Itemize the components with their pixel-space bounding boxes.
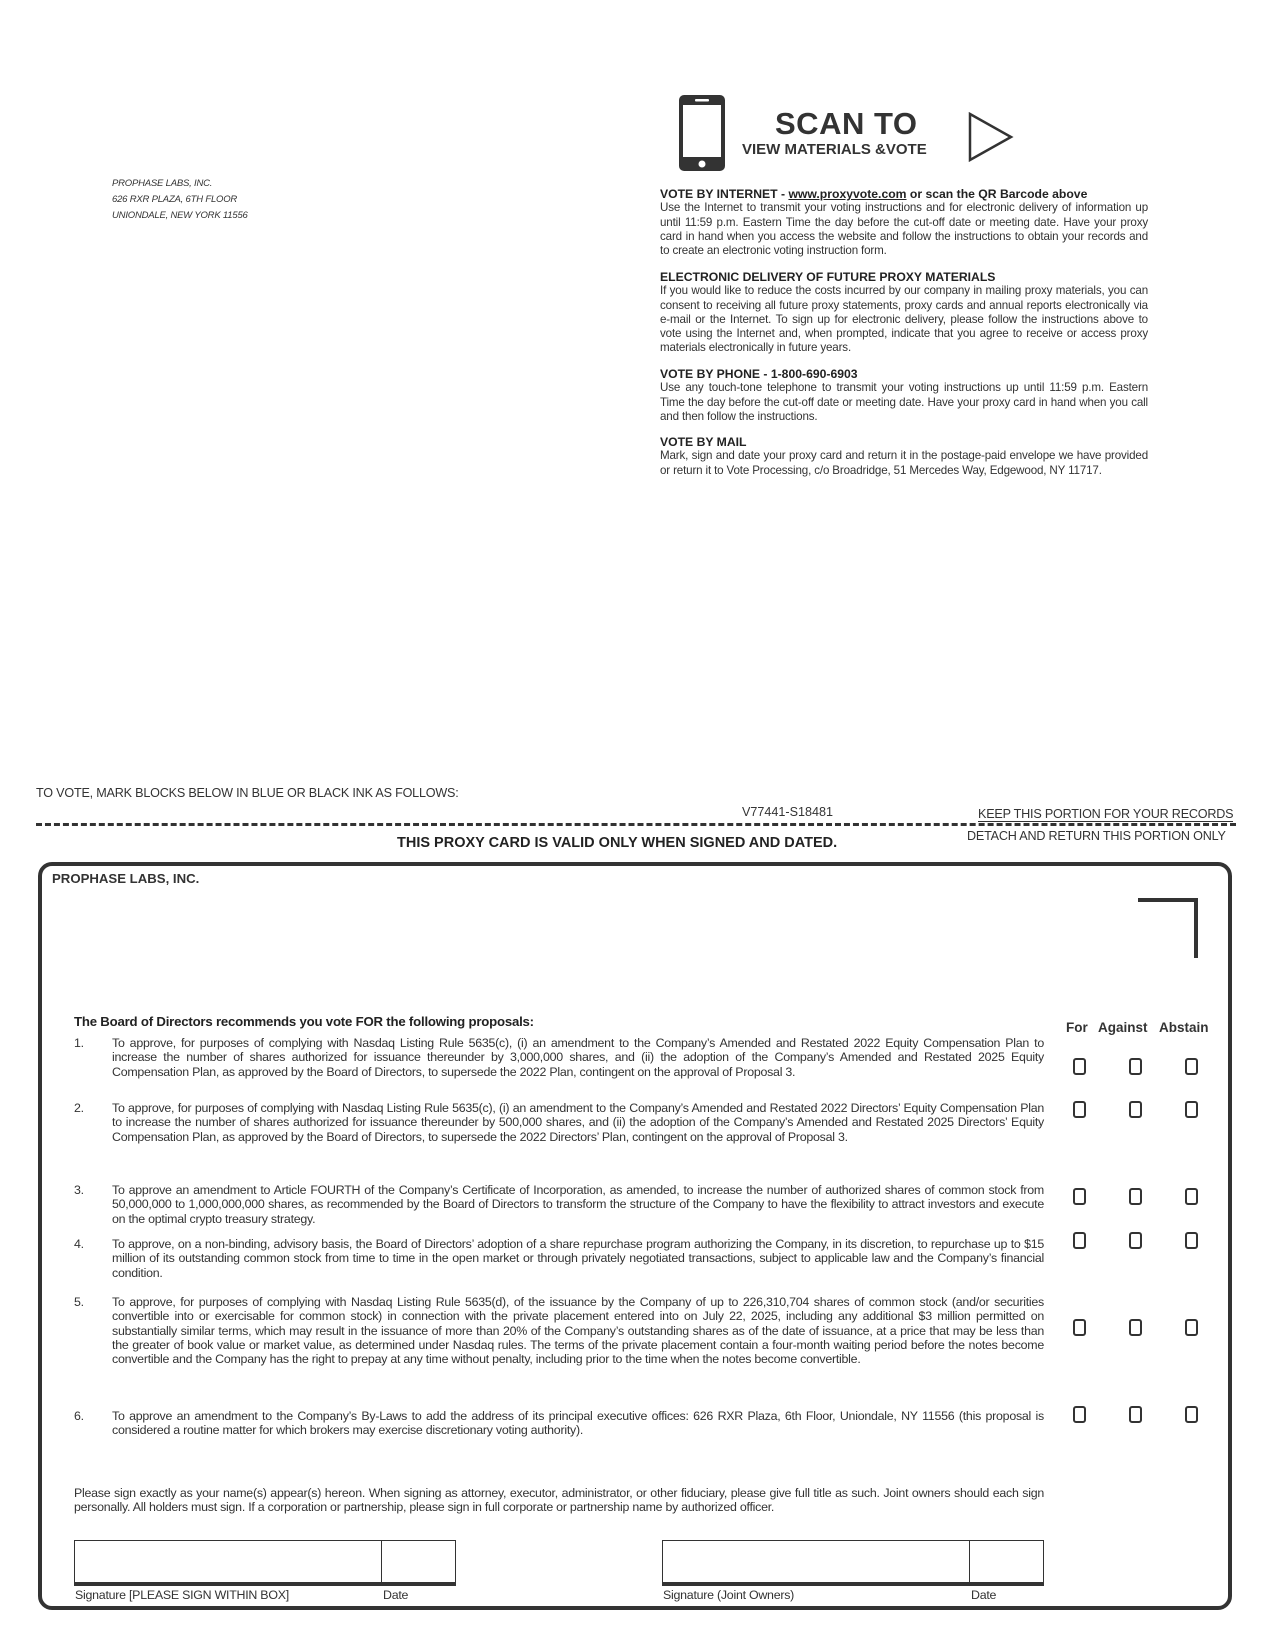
vote-by-mail-section xyxy=(660,435,1148,478)
proposal-number: 3. xyxy=(74,1183,84,1197)
proposal-4 xyxy=(74,1237,1044,1280)
control-code: V77441-S18481 xyxy=(742,805,834,819)
column-abstain: Abstain xyxy=(1159,1020,1209,1035)
proposal-text: To approve, on a non-binding, advisory basis, the Board of Directors’ adoption of a share repurchase program authorizing the Company, in its discretion, to repurchase up to $15 million of its outstanding common stock from time to time in the open market or through privately negotiated transactions, subject to applicable law and the Company’s financial condition. xyxy=(112,1237,1044,1280)
proposal-4-for-checkbox[interactable] xyxy=(1073,1232,1086,1249)
return-address-line2: 626 RXR PLAZA, 6TH FLOOR xyxy=(112,194,238,205)
electronic-heading: ELECTRONIC DELIVERY OF FUTURE PROXY MATERIALS xyxy=(660,270,996,284)
return-address-line3: UNIONDALE, NEW YORK 11556 xyxy=(112,210,248,221)
proposal-2 xyxy=(74,1101,1044,1144)
joint-signature-box[interactable] xyxy=(662,1540,970,1586)
signature-box[interactable] xyxy=(74,1540,382,1586)
proposal-2-against-checkbox[interactable] xyxy=(1129,1101,1142,1118)
detach-line xyxy=(36,823,1236,826)
keep-portion-label: KEEP THIS PORTION FOR YOUR RECORDS xyxy=(978,807,1234,821)
joint-signature-date-box[interactable] xyxy=(970,1540,1044,1586)
proxyvote-link[interactable]: www.proxyvote.com xyxy=(788,187,907,201)
proposal-5-for-checkbox[interactable] xyxy=(1073,1319,1086,1336)
signature-date-box[interactable] xyxy=(382,1540,456,1586)
column-for: For xyxy=(1066,1020,1088,1035)
internet-body: Use the Internet to transmit your voting instructions and for electronic delivery of information up until 11:59 p.m. Eastern Time the day before the cut-off date or meeting date. Have your proxy card in hand when you access the website and follow the instructions to obtain your records and to create an electronic voting instruction form. xyxy=(660,201,1148,258)
detach-portion-label: DETACH AND RETURN THIS PORTION ONLY xyxy=(967,829,1226,843)
proposal-number: 6. xyxy=(74,1409,84,1423)
proposal-3-for-checkbox[interactable] xyxy=(1073,1188,1086,1205)
proposal-text: To approve an amendment to Article FOURTH of the Company’s Certificate of Incorporation, as amended, to increase the number of authorized shares of common stock from 50,000,000 to 1,000,000,000 shares, as recommended by the Board of Directors to transform the structure of the Company to have the flexibility to attract investors and execute on the optimal crypto treasury strategy. xyxy=(112,1183,1044,1226)
corner-mark xyxy=(1138,898,1198,958)
phone-heading: VOTE BY PHONE - 1-800-690-6903 xyxy=(660,367,858,381)
proposal-5 xyxy=(74,1295,1044,1366)
proposal-1 xyxy=(74,1036,1044,1079)
proposal-text: To approve, for purposes of complying with Nasdaq Listing Rule 5635(c), (i) an amendment to the Company’s Amended and Restated 2022 Directors’ Equity Compensation Plan to increase the number of shares authorized for issuance thereunder by 500,000 shares, and (ii) the adoption of the Company’s Amended and Restated 2025 Directors’ Equity Compensation Plan, as approved by the Board of Directors, to supersede the 2022 Directors’ Plan, contingent on the approval of Proposal 3. xyxy=(112,1101,1044,1144)
proposal-2-for-checkbox[interactable] xyxy=(1073,1101,1086,1118)
proposal-1-for-checkbox[interactable] xyxy=(1073,1058,1086,1075)
proposal-text: To approve an amendment to the Company’s By-Laws to add the address of its principal executive offices: 626 RXR Plaza, 6th Floor, Uniondale, NY 11556 (this proposal is considered a routine matter for which brokers may exercise discretionary voting authority). xyxy=(112,1409,1044,1438)
card-company-name: PROPHASE LABS, INC. xyxy=(52,871,200,886)
smartphone-icon xyxy=(678,94,726,172)
mail-body: Mark, sign and date your proxy card and return it in the postage-paid envelope we have provided or return it to Vote Processing, c/o Broadridge, 51 Mercedes Way, Edgewood, NY 11717. xyxy=(660,449,1148,477)
proposal-1-against-checkbox[interactable] xyxy=(1129,1058,1142,1075)
electronic-body: If you would like to reduce the costs incurred by our company in mailing proxy materials, you can consent to receiving all future proxy statements, proxy cards and annual reports electronically via e-mail or the Internet. To sign up for electronic delivery, please follow the instructions above to vote using the Internet and, when prompted, indicate that you agree to receive or access proxy materials electronically in future years. xyxy=(660,284,1148,355)
valid-only-notice: THIS PROXY CARD IS VALID ONLY WHEN SIGNED AND DATED. xyxy=(397,835,838,851)
electronic-delivery-section xyxy=(660,270,1148,356)
proposal-number: 5. xyxy=(74,1295,84,1309)
proposal-5-abstain-checkbox[interactable] xyxy=(1185,1319,1198,1336)
scan-title: SCAN TO xyxy=(775,106,918,141)
proposal-6-abstain-checkbox[interactable] xyxy=(1185,1406,1198,1423)
to-vote-instruction: TO VOTE, MARK BLOCKS BELOW IN BLUE OR BLACK INK AS FOLLOWS: xyxy=(36,786,459,800)
scan-subtitle: VIEW MATERIALS &VOTE xyxy=(742,141,927,158)
proposal-4-against-checkbox[interactable] xyxy=(1129,1232,1142,1249)
play-triangle-icon xyxy=(968,112,1014,162)
vote-by-phone-section xyxy=(660,367,1148,424)
vote-by-internet-section xyxy=(660,187,1148,258)
proposal-3 xyxy=(74,1183,1044,1226)
proposal-number: 2. xyxy=(74,1101,84,1115)
return-address xyxy=(112,176,248,224)
proposal-number: 1. xyxy=(74,1036,84,1050)
joint-signature-label: Signature (Joint Owners) xyxy=(663,1588,795,1602)
internet-heading-prefix: VOTE BY INTERNET - xyxy=(660,187,789,201)
column-against: Against xyxy=(1098,1020,1148,1035)
joint-signature-date-label: Date xyxy=(971,1588,997,1602)
proposal-text: To approve, for purposes of complying with Nasdaq Listing Rule 5635(c), (i) an amendment to the Company’s Amended and Restated 2022 Equity Compensation Plan to increase the number of shares authorized for issuance thereunder by 3,000,000 shares, and (ii) the adoption of the Company’s Amended and Restated 2025 Equity Compensation Plan, as approved by the Board of Directors, to supersede the 2022 Plan, contingent on the approval of Proposal 3. xyxy=(112,1036,1044,1079)
proposal-2-abstain-checkbox[interactable] xyxy=(1185,1101,1198,1118)
proposal-6-against-checkbox[interactable] xyxy=(1129,1406,1142,1423)
signature-date-label: Date xyxy=(383,1588,409,1602)
proposal-6-for-checkbox[interactable] xyxy=(1073,1406,1086,1423)
phone-body: Use any touch-tone telephone to transmit your voting instructions up until 11:59 p.m. Eastern Time the day before the cut-off date or meeting date. Have your proxy card in hand when you call and then follow the instructions. xyxy=(660,381,1148,423)
return-address-line1: PROPHASE LABS, INC. xyxy=(112,178,213,189)
proposal-3-abstain-checkbox[interactable] xyxy=(1185,1188,1198,1205)
proposal-4-abstain-checkbox[interactable] xyxy=(1185,1232,1198,1249)
proposal-6 xyxy=(74,1409,1044,1438)
board-recommendation: The Board of Directors recommends you vote FOR the following proposals: xyxy=(74,1014,534,1029)
mail-heading: VOTE BY MAIL xyxy=(660,435,747,449)
internet-heading-suffix: or scan the QR Barcode above xyxy=(906,187,1088,201)
proposal-5-against-checkbox[interactable] xyxy=(1129,1319,1142,1336)
proposal-number: 4. xyxy=(74,1237,84,1251)
sign-instructions: Please sign exactly as your name(s) appear(s) hereon. When signing as attorney, executor, administrator, or other fiduciary, please give full title as such. Joint owners should each sign personally. All holders must sign. If a corporation or partnership, please sign in full corporate or partnership name by authorized officer. xyxy=(74,1486,1044,1515)
proposal-1-abstain-checkbox[interactable] xyxy=(1185,1058,1198,1075)
proposal-3-against-checkbox[interactable] xyxy=(1129,1188,1142,1205)
signature-label: Signature [PLEASE SIGN WITHIN BOX] xyxy=(75,1588,289,1602)
proposal-text: To approve, for purposes of complying with Nasdaq Listing Rule 5635(d), of the issuance by the Company of up to 226,310,704 shares of common stock (and/or securities convertible into or exercisable for common stock) in connection with the private placement entered into on July 22, 2025, including any additional $3 million permitted on substantially similar terms, which may result in the issuance of more than 20% of the Company’s outstanding shares as of the date of issuance, at a price that may be less than the greater of book value or market value, as determined under Nasdaq rules. The terms of the private placement contain a four-month waiting period before the notes become convertible and the Company has the right to prepay at any time without penalty, including prior to the time when the notes become convertible. xyxy=(112,1295,1044,1367)
